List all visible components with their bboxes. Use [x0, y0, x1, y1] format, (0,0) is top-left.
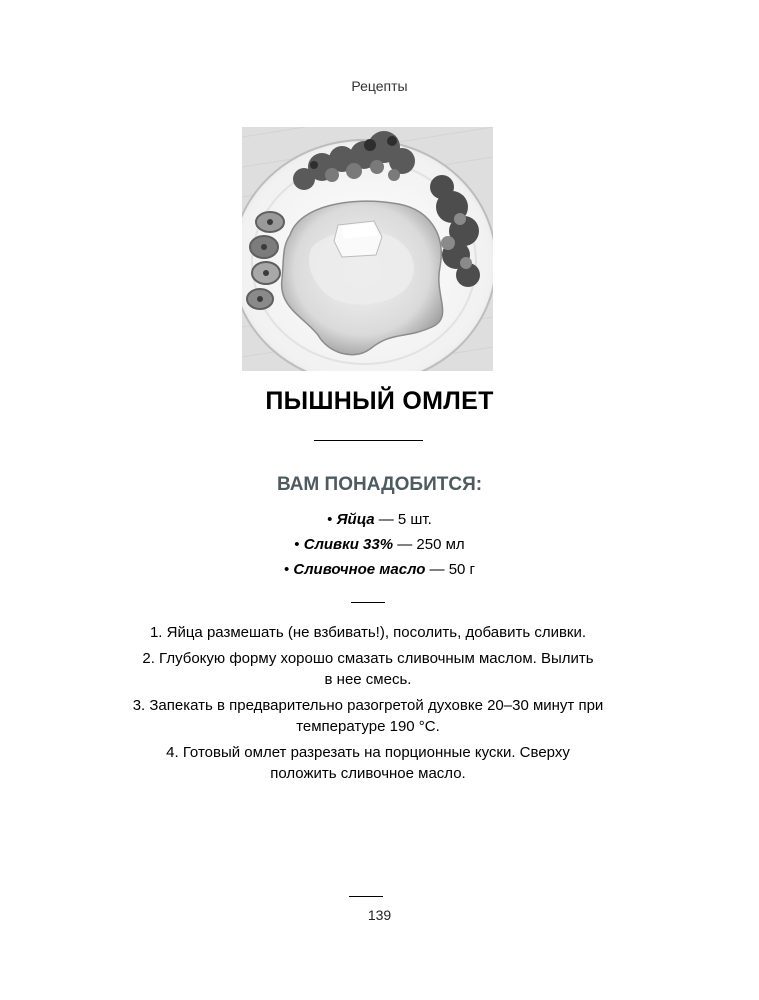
omelette-photo — [242, 127, 493, 371]
ingredient-item — [0, 532, 759, 557]
steps-list — [80, 622, 656, 789]
step-item — [80, 622, 656, 643]
recipe-title: ПЫШНЫЙ ОМЛЕТ — [265, 387, 494, 415]
ingredient-name: Сливочное масло — [293, 561, 426, 578]
ingredients-list — [0, 507, 759, 582]
ingredient-item — [0, 507, 759, 532]
page-number: 139 — [367, 907, 392, 923]
step-text: температуре 190 °С. — [296, 718, 440, 735]
bullet-icon: • — [294, 536, 300, 553]
footer-divider — [349, 896, 383, 897]
step-item — [80, 742, 656, 784]
ingredient-amount: — 250 мл — [393, 536, 465, 553]
step-text: 2. Глубокую форму хорошо смазать сливочным маслом. Вылить — [142, 650, 594, 667]
title-divider — [314, 440, 423, 441]
step-item — [80, 695, 656, 737]
ingredients-heading: ВАМ ПОНАДОБИТСЯ: — [276, 474, 483, 495]
step-text: 1. Яйца размешать (не взбивать!), посолить, добавить сливки. — [149, 624, 587, 641]
bullet-icon: • — [327, 511, 333, 528]
ingredient-name: Яйца — [336, 511, 375, 528]
ingredient-name: Сливки 33% — [303, 536, 394, 553]
bullet-icon: • — [283, 561, 290, 578]
step-text: 4. Готовый омлет разрезать на порционные куски. Сверху — [166, 744, 570, 761]
ingredient-item — [0, 557, 759, 582]
running-header: Рецепты — [351, 78, 408, 94]
step-item — [80, 648, 656, 690]
section-divider — [351, 602, 385, 603]
step-text: положить сливочное масло. — [270, 765, 466, 782]
ingredient-amount: — 50 г — [425, 561, 476, 578]
ingredient-amount: — 5 шт. — [374, 511, 432, 528]
step-text: 3. Запекать в предварительно разогретой духовке 20–30 минут при — [132, 697, 604, 714]
step-text: в нее смесь. — [324, 671, 412, 688]
